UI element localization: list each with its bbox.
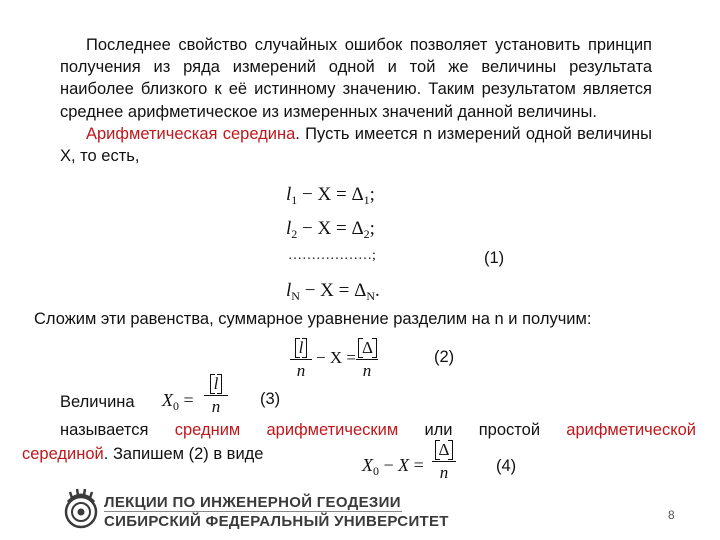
footer-divider: [104, 511, 402, 512]
fraction-delta-over-n: $\frac{\Delta}{n}$: [356, 338, 378, 381]
intro-paragraph: [60, 34, 652, 167]
paragraph-2: [60, 123, 652, 167]
paragraph-2-rest: . Пусть имеется n измерений одной величины X, то есть,: [60, 124, 652, 166]
seredina-line: серединой. Запишем (2) в виде: [22, 445, 264, 463]
equation-number-1: (1): [484, 249, 505, 267]
equation-row-1: $l_1 - X = \Delta_1$;: [286, 184, 375, 207]
footer-university-name: СИБИРСКИЙ ФЕДЕРАЛЬНЫЙ УНИВЕРСИТЕТ: [104, 513, 449, 530]
definition-line: называется средним арифметическим или простой арифметической: [60, 421, 696, 439]
minus-x-equals: − X =: [316, 348, 356, 367]
page-number: 8: [668, 508, 675, 522]
equation-dots: ………………;: [288, 248, 376, 263]
equation-number-4: (4): [496, 457, 517, 475]
equation-row-2: $l_2 - X = \Delta_2$;: [286, 218, 375, 241]
velichina-label: Величина: [60, 393, 135, 411]
fraction-l-over-n: $\frac{l}{n}$: [290, 338, 312, 381]
equation-number-2: (2): [434, 348, 455, 366]
sum-sentence: Сложим эти равенства, суммарное уравнение разделим на n и получим:: [34, 310, 592, 328]
fraction-delta-over-n-eq4: $\frac{\Delta}{n}$: [432, 440, 456, 483]
term-arithmetic-mean: Арифметическая середина: [86, 124, 296, 143]
fraction-l-over-n-eq3: $\frac{l}{n}$: [204, 374, 228, 417]
x0-symbol: $X_0$ =: [162, 390, 194, 413]
equation-row-n: $l_N - X = \Delta_N$.: [286, 280, 380, 303]
equation-number-3: (3): [260, 390, 281, 408]
university-logo-icon: [62, 488, 100, 537]
footer-course-title: ЛЕКЦИИ ПО ИНЖЕНЕРНОЙ ГЕОДЕЗИИ: [104, 494, 401, 511]
paragraph-1: Последнее свойство случайных ошибок позволяет установить принцип получения из ряда измерений одной и той же величины результата наиболее близкого к её истинному значению. Таким результатом является среднее арифметическое из измеренных значений данной величины.: [60, 36, 652, 121]
x0-minus-x: $X_0 - X$ =: [362, 455, 424, 478]
